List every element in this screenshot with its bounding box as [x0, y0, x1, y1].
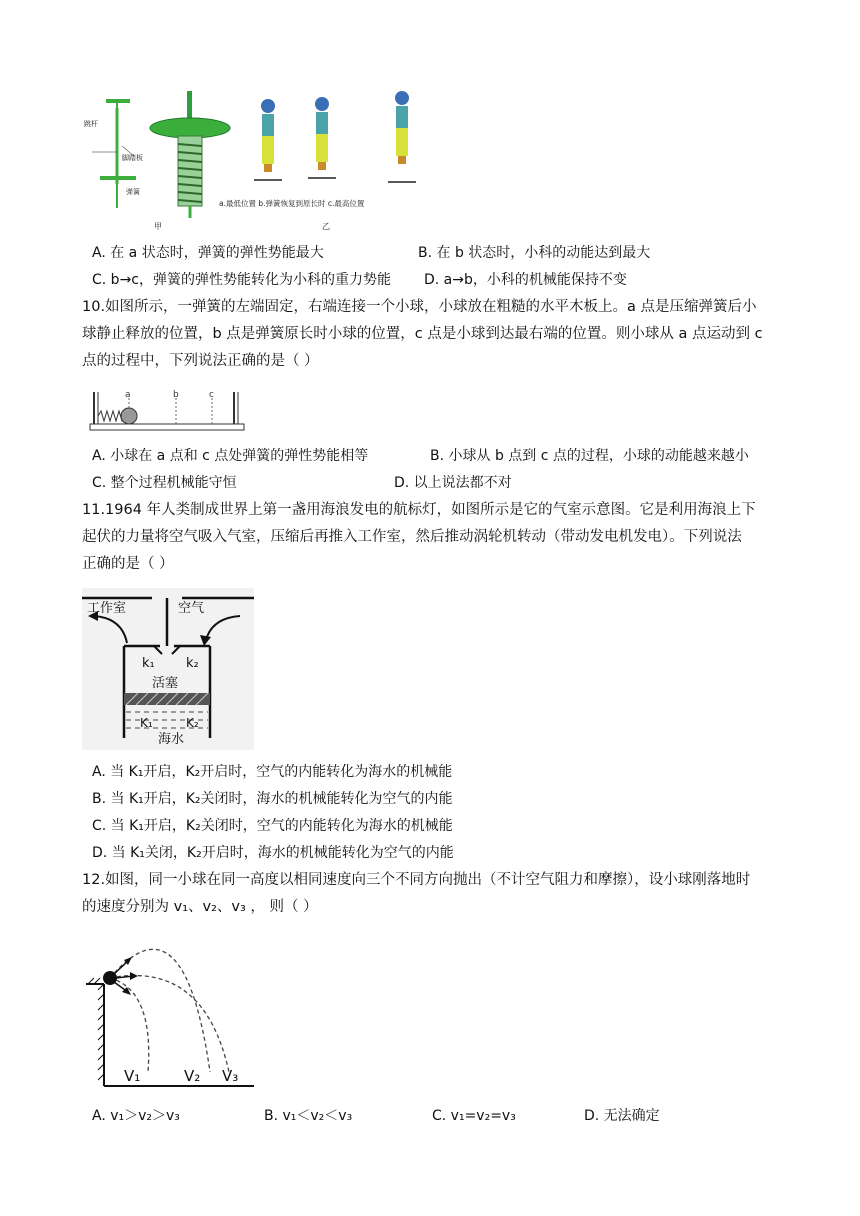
- q12-option-b: B. v₁＜v₂＜v₃: [264, 1108, 353, 1124]
- q11-fig-K1: K₁: [140, 716, 153, 730]
- q9-option-c: C. b→c，弹簧的弹性势能转化为小科的重力势能: [92, 272, 391, 288]
- q11-stem-line-3: 正确的是（ ）: [82, 556, 174, 572]
- q11-fig-k1: k₁: [142, 656, 155, 671]
- q10-fig-b: b: [173, 390, 179, 400]
- q9-label-tanhuang: 弹簧: [126, 188, 140, 196]
- q10-stem-line-2: 球静止释放的位置，b 点是弹簧原长时小球的位置，c 点是小球到达最右端的位置。则小球从 a 点运动到 c: [82, 326, 763, 342]
- q9-label-yi: 乙: [322, 222, 330, 231]
- q10-option-d: D. 以上说法都不对: [394, 475, 512, 491]
- q11-figure: [82, 588, 254, 750]
- q12-fig-v1: V₁: [124, 1067, 141, 1085]
- q12-fig-v2: V₂: [184, 1067, 201, 1085]
- q11-option-d: D. 当 K₁关闭，K₂开启时，海水的机械能转化为空气的内能: [92, 845, 454, 861]
- q11-option-a: A. 当 K₁开启，K₂开启时，空气的内能转化为海水的机械能: [92, 764, 453, 780]
- q11-stem-line-2: 起伏的力量将空气吸入气室，压缩后再推入工作室，然后推动涡轮机转动（带动发电机发电）。下列说法: [82, 529, 742, 545]
- q11-fig-piston: 活塞: [152, 676, 179, 691]
- q11-stem-line-1: 11.1964 年人类制成世界上第一盏用海浪发电的航标灯，如图所示是它的气室示意图。它是利用海浪上下: [82, 502, 756, 518]
- q10-option-c: C. 整个过程机械能守恒: [92, 475, 237, 491]
- q9-option-a: A. 在 a 状态时，弹簧的弹性势能最大: [92, 245, 324, 261]
- q11-option-c: C. 当 K₁开启，K₂关闭时，空气的内能转化为海水的机械能: [92, 818, 453, 834]
- q12-option-a: A. v₁＞v₂＞v₃: [92, 1108, 180, 1124]
- q10-fig-c: c: [209, 390, 214, 400]
- q9-label-jia: 甲: [154, 222, 162, 231]
- q12-figure: [84, 930, 256, 1094]
- q10-fig-a: a: [125, 390, 131, 400]
- q11-fig-work-room: 工作室: [87, 601, 127, 616]
- q11-fig-k2: k₂: [186, 656, 199, 671]
- q11-fig-K2: K₂: [186, 716, 199, 730]
- q10-option-b: B. 小球从 b 点到 c 点的过程，小球的动能越来越小: [430, 448, 749, 464]
- q10-figure: [88, 386, 248, 436]
- q10-stem-line-1: 10.如图所示，一弹簧的左端固定，右端连接一个小球，小球放在粗糙的水平木板上。a 点是压缩弹簧后小: [82, 299, 757, 315]
- q12-stem-line-1: 12.如图，同一小球在同一高度以相同速度向三个不同方向抛出（不计空气阻力和摩擦），设小球刚落地时: [82, 872, 751, 888]
- q12-fig-v3: V₃: [222, 1067, 239, 1085]
- q9-label-tiaogan: 跳杆: [84, 120, 98, 128]
- q11-fig-seawater: 海水: [158, 732, 185, 747]
- q9-label-jiaotaban: 脚踏板: [122, 154, 143, 162]
- q12-option-c: C. v₁=v₂=v₃: [432, 1108, 516, 1124]
- q9-option-b: B. 在 b 状态时，小科的动能达到最大: [418, 245, 651, 261]
- q9-caption-states: a.最低位置 b.弹簧恢复到原长时 c.最高位置: [219, 199, 365, 208]
- q11-option-b: B. 当 K₁开启，K₂关闭时，海水的机械能转化为空气的内能: [92, 791, 453, 807]
- q12-option-d: D. 无法确定: [584, 1108, 660, 1124]
- q9-option-d: D. a→b，小科的机械能保持不变: [424, 272, 627, 288]
- q11-fig-air: 空气: [178, 601, 205, 616]
- q10-option-a: A. 小球在 a 点和 c 点处弹簧的弹性势能相等: [92, 448, 369, 464]
- q12-stem-line-2: 的速度分别为 v₁、v₂、v₃ ， 则（ ）: [82, 899, 318, 915]
- q9-figure: [82, 86, 442, 236]
- q10-stem-line-3: 点的过程中，下列说法正确的是（ ）: [82, 353, 319, 369]
